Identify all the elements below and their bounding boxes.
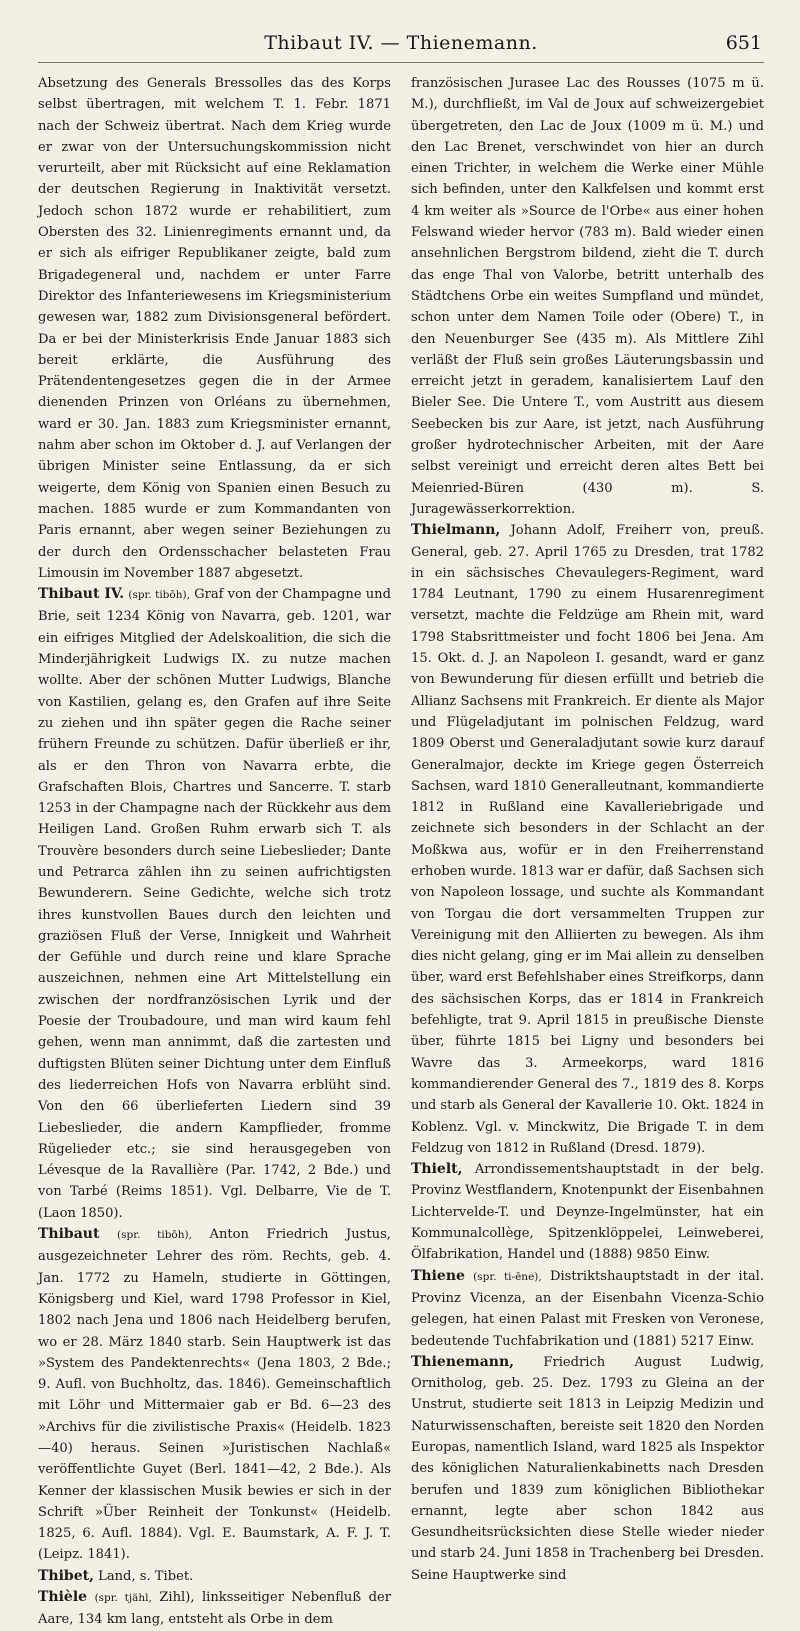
entry-pronunciation: (spr. tibōh), (116, 1229, 192, 1242)
entry-text: Friedrich August Ludwig, Ornitholog, geb. 25. Dez. 1793 zu Gleina an der Unstrut, studierte seit 1813 in Leipzig Medizin und Naturwissenschaften, bereiste seit 1820 den Norden Europas, namentlich Island, ward 1825 als Inspektor des königlichen Naturalienkabinetts nach Dresden berufen und 1839 zum königlichen Bibliothekar ernannt, legte aber schon 1842 aus Gesundheitsrücksichten diese Stelle wieder nieder und starb 24. Juni 1858 in Trachenberg bei Dresden. Seine Hauptwerke sind (411, 1354, 764, 1583)
entry-text: Johann Adolf, Freiherr von, preuß. General, geb. 27. April 1765 zu Dresden, trat 1782 in ein sächsisches Chevaulegers-Regiment, ward 1784 Leutnant, 1790 zu einem Husarenregiment versetzt, machte die Feldzüge am Rhein mit, ward 1798 Stabsrittmeister und focht 1806 bei Jena. Am 15. Okt. d. J. an Napoleon I. gesandt, ward er ganz von Bewunderung für diesen erfüllt und betrieb die Allianz Sachsens mit Frankreich. Er diente als Major und Flügeladjutant im polnischen Feldzug, ward 1809 Oberst und Generaladjutant sowie kurz darauf Generalmajor, deckte im Kriege gegen Österreich Sachsen, ward 1810 Generalleutnant, kommandierte 1812 in Rußland eine Kavalleriebrigade und zeichnete sich besonders in der Schlacht an der Moßkwa aus, wofür er in den Freiherrenstand erhoben wurde. 1813 war er dafür, daß Sachsen sich von Napoleon lossage, und suchte als Kommandant von Torgau die dort versammelten Truppen zur Vereinigung mit den Alliierten zu bewegen. Als ihm dies nicht gelang, ging er im Mai allein zu denselben über, ward erst Befehlshaber eines Streifkorps, dann des sächsischen Korps, das er 1814 in Frankreich befehligte, trat 9. April 1815 in preußische Dienste über, führte 1815 bei Ligny und besonders bei Wavre das 3. Armeekorps, ward 1816 kommandierender General des 7., 1819 des 8. Korps und starb als General der Kavallerie 10. Okt. 1824 in Koblenz. Vgl. v. Minckwitz, Die Brigade T. in dem Feldzug von 1812 in Rußland (Dresd. 1879). (411, 523, 764, 1156)
left-column (38, 73, 391, 1631)
entry-headword: Thielmann, (411, 522, 501, 539)
page-header (38, 28, 764, 63)
entry-text: Anton Friedrich Justus, ausgezeichneter Lehrer des röm. Rechts, geb. 4. Jan. 1772 zu Hameln, studierte in Göttingen, Königsberg und Kiel, ward 1798 Professor in Kiel, 1802 nach Jena und 1806 nach Heidelberg berufen, wo er 28. März 1840 starb. Sein Hauptwerk ist das »System des Pandektenrechts« (Jena 1803, 2 Bde.; 9. Aufl. von Buchholtz, das. 1846). Gemeinschaftlich mit Löhr und Mittermaier gab er Bd. 6—23 des »Archivs für die zivilistische Praxis« (Heidelb. 1823—40) heraus. Seinen »Juristischen Nachlaß« veröffentlichte Guyet (Berl. 1841—42, 2 Bde.). Als Kenner der klassischen Musik bewies er sich in der Schrift »Über Reinheit der Tonkunst« (Heidelb. 1825, 6. Aufl. 1884). Vgl. E. Baumstark, A. F. J. T. (Leipz. 1841). (38, 1227, 391, 1563)
right-column (411, 73, 764, 1631)
entry-headword: Thielt, (411, 1161, 463, 1178)
entry-thiele (38, 1587, 391, 1631)
entry-text: Land, s. Tibet. (98, 1568, 194, 1584)
entry-thielmann (411, 520, 764, 1159)
entry-headword: Thiene (411, 1267, 465, 1284)
entry-thibet (38, 1566, 391, 1587)
text-columns (38, 73, 765, 1628)
running-head: Thibaut IV. — Thienemann. (264, 32, 538, 54)
entry-thibaut (38, 1224, 391, 1566)
entry-text: Distriktshauptstadt in der ital. Provinz Vicenza, an der Eisenbahn Vicenza-Schio gelegen, hat einen Palast mit Fresken von Veronese, bedeutende Tuchfabrikation und (1881) 5217 Einw. (411, 1268, 765, 1349)
entry-thienemann (411, 1352, 764, 1586)
entry-thibaut-iv (38, 584, 391, 1224)
entry-text: Zihl), linksseitiger Nebenfluß der Aare, 134 km lang, entsteht als Orbe in dem (38, 1590, 391, 1628)
entry-pronunciation: (spr. tibōh), (128, 589, 190, 602)
entry-pronunciation: (spr. ti-ēne), (473, 1270, 542, 1283)
entry-pronunciation: (spr. tjähl, (94, 1592, 152, 1605)
page-number: 651 (725, 32, 762, 54)
entry-text: Arrondissementshauptstadt in der belg. Provinz Westflandern, Knotenpunkt der Eisenbahnen Lichtervelde-T. und Deynze-Ingelmünster, hat ein Kommunalcollège, Spitzenklöppelei, Leinweberei, Ölfabrikation, Handel und (1888) 9850 Einw. (411, 1162, 765, 1263)
entry-headword: Thièle (38, 1589, 88, 1606)
entry-text: Absetzung des Generals Bressolles das des Korps selbst übertragen, mit welchem T. 1. Febr. 1871 nach der Schweiz übertrat. Nach dem Krieg wurde er zwar von der Untersuchungskommission nicht verurteilt, aber mit Rücksicht auf eine Reklamation der deutschen Regierung in Inaktivität versetzt. Jedoch schon 1872 wurde er rehabilitiert, zum Obersten des 32. Linienregiments ernannt und, da er sich als eifriger Republikaner zeigte, bald zum Brigadegeneral und, nachdem er unter Farre Direktor des Infanteriewesens im Kriegsministerium gewesen war, 1882 zum Divisionsgeneral befördert. Da er bei der Ministerkrisis Ende Januar 1883 sich bereit erklärte, die Ausführung des Prätendentengesetzes gegen die in der Armee dienenden Prinzen von Orléans zu übernehmen, ward er 30. Jan. 1883 zum Kriegsminister ernannt, nahm aber schon im Oktober d. J. auf Verlangen der übrigen Minister seine Entlassung, da er sich weigerte, dem König von Spanien einen Besuch zu machen. 1885 wurde er zum Kommandanten von Paris ernannt, aber wegen seiner Beziehungen zu der durch den Ordensschacher belasteten Frau Limousin im November 1887 abgesetzt. (38, 76, 391, 581)
entry-text: französischen Jurasee Lac des Rousses (1075 m ü. M.), durchfließt, im Val de Joux auf schweizergebiet übergetreten, den Lac de Joux (1009 m ü. M.) und den Lac Brenet, verschwindet von hier an durch einen Trichter, in welchem die Werke einer Mühle sich befinden, unter den Kalkfelsen und kommt erst 4 km weiter als »Source de l'Orbe« aus einer hohen Felswand wieder hervor (783 m). Bald wieder einen ansehnlichen Bergstrom bildend, zieht die T. durch das enge Thal von Valorbe, betritt unterhalb des Städtchens Orbe ein weites Sumpfland und mündet, schon unter dem Namen Toile oder (Obere) T., in den Neuenburger See (435 m). Als Mittlere Zihl verläßt der Fluß sein großes Läuterungsbassin und erreicht jetzt in geradem, kanalisiertem Lauf den Bieler See. Die Untere T., vom Austritt aus diesem Seebecken bis zur Aare, ist jetzt, nach Ausführung großer hydrotechnischer Arbeiten, mit der Aare selbst vereinigt und erreicht deren altes Bett bei Meienried-Büren (430 m). S. Juragewässerkorrektion. (411, 76, 764, 517)
entry-continuation (411, 73, 764, 520)
entry-thielt (411, 1159, 764, 1265)
entry-headword: Thibaut IV. (38, 586, 125, 603)
entry-text: Graf von der Champagne und Brie, seit 1234 König von Navarra, geb. 1201, war ein eifriges Mitglied der Adelskoalition, die sich die Minderjährigkeit Ludwigs IX. zu nutze machen wollte. Aber der schönen Mutter Ludwigs, Blanche von Kastilien, gelang es, den Grafen auf ihre Seite zu ziehen und ihn später gegen die Rache seiner frühern Freunde zu schützen. Dafür überließ er ihr, als er den Thron von Navarra erbte, die Grafschaften Blois, Chartres und Sancerre. T. starb 1253 in der Champagne nach der Rückkehr aus dem Heiligen Land. Großen Ruhm erwarb sich T. als Trouvère besonders durch seine Liebeslieder; Dante und Petrarca zählen ihn zu seinen aufrichtigsten Bewunderern. Seine Gedichte, welche sich trotz ihres kunstvollen Baues durch den leichten und graziösen Fluß der Verse, Innigkeit und Wahrheit der Gefühle und durch reine und klare Sprache auszeichnen, nehmen eine Art Mittelstellung ein zwischen der nordfranzösischen Lyrik und der Poesie der Troubadoure, und man wird kaum fehl gehen, wenn man annimmt, daß die zartesten und duftigsten Blüten seiner Dichtung unter dem Einfluß des liederreichen Hofs von Navarra erblüht sind. Von den 66 überlieferten Liedern sind 39 Liebeslieder, die andern Kampflieder, fromme Rügelieder etc.; sie sind herausgegeben von Lévesque de la Ravallière (Par. 1742, 2 Bde.) und von Tarbé (Reims 1851). Vgl. Delbarre, Vie de T. (Laon 1850). (38, 587, 391, 1221)
entry-headword: Thibet, (38, 1567, 94, 1584)
entry-headword: Thienemann, (411, 1353, 515, 1370)
entry-continuation (38, 73, 391, 584)
entry-thiene (411, 1266, 764, 1352)
entry-headword: Thibaut (38, 1226, 100, 1243)
